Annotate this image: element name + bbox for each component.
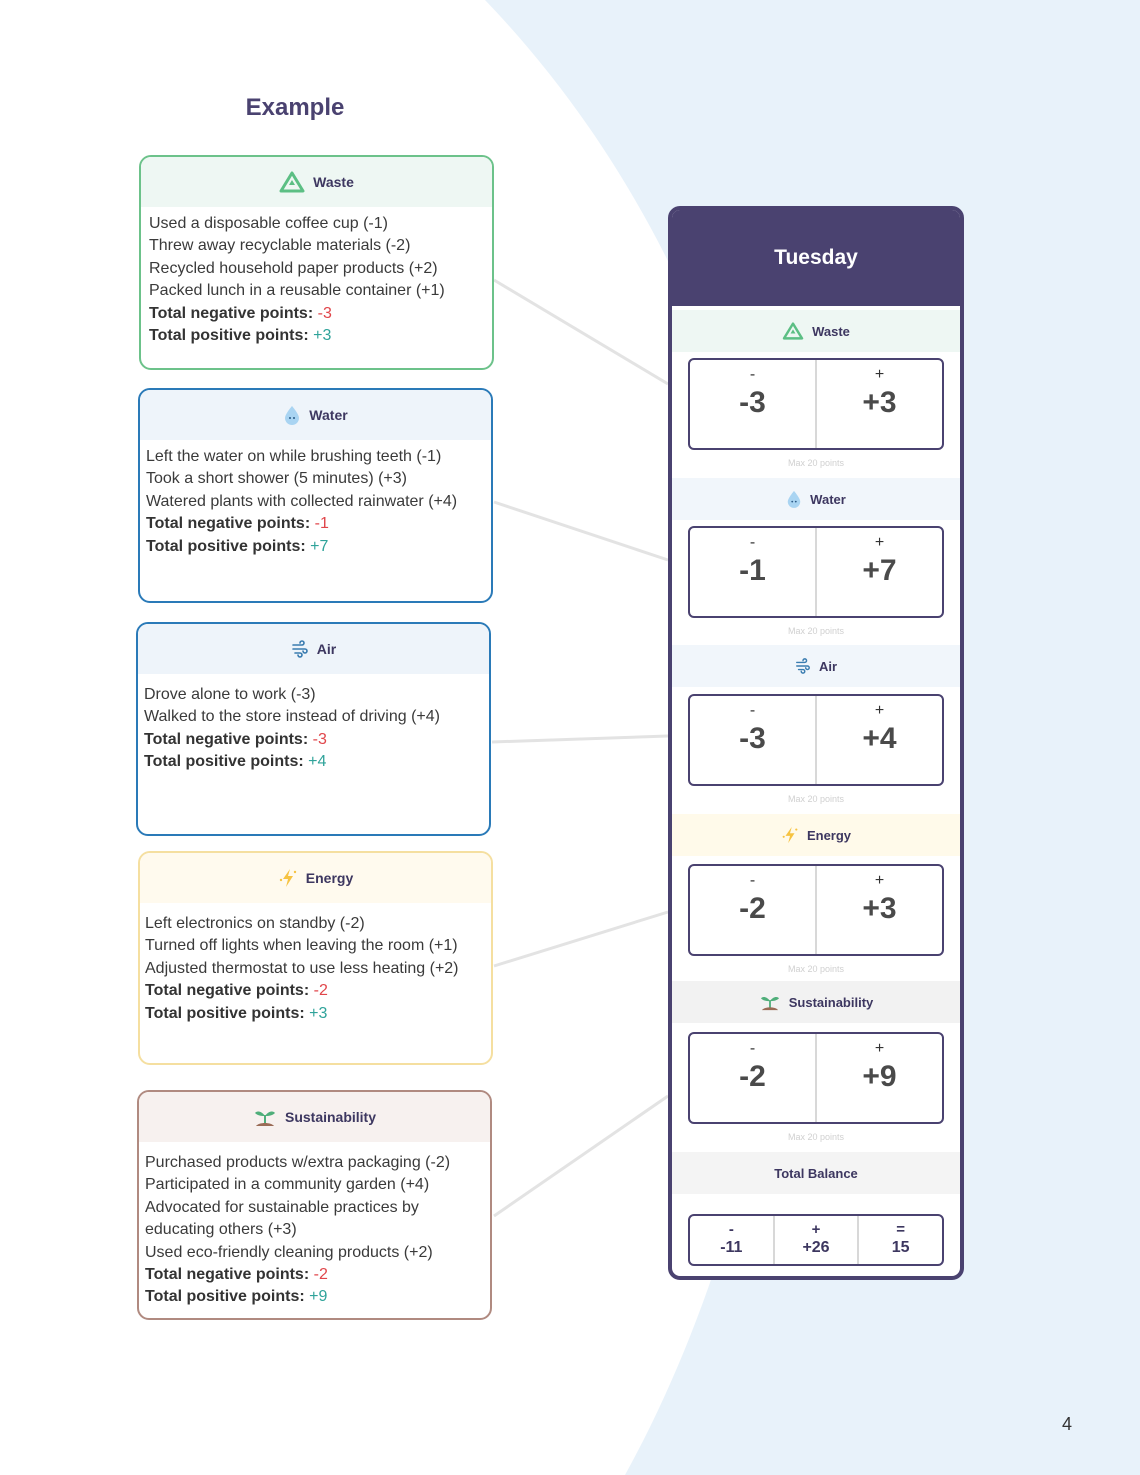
positive-score [815,866,942,954]
positive-score [815,1034,942,1122]
list-item: Adjusted thermostat to use less heating (+2) [145,959,459,977]
waste-card-header [141,157,492,207]
connector-water [494,502,668,560]
total-positive-label: Total positive points: [146,537,306,555]
minus-sign: - [749,366,756,383]
total-positive-label: Total positive points: [145,1004,305,1022]
sustainability-card-title: Sustainability [284,1109,377,1125]
page-title: Example [245,94,345,121]
total-balance-value: 15 [891,1239,910,1256]
positive-score [815,528,942,616]
plus-sign: + [874,1040,885,1057]
total-negative-label: Total negative points: [144,730,309,748]
water-drop-icon [283,405,301,425]
negative-score [690,528,815,616]
air-card [136,622,491,836]
energy-score-box [688,864,944,956]
minus-sign: - [749,1040,756,1057]
list-item: Took a short shower (5 minutes) (+3) [146,470,407,488]
wind-icon [795,658,811,674]
plus-sign: + [874,702,885,719]
negative-score-value: -3 [739,722,766,755]
total-positive-row [144,751,481,773]
minus-sign: - [749,872,756,889]
air-card-header [138,624,489,674]
sustainability-score-box [688,1032,944,1124]
negative-score-value: -3 [739,386,766,419]
connector-energy [494,912,668,966]
total-positive-label: Total positive points: [149,327,309,345]
total-positive-row [146,536,483,558]
total-balance-box [688,1214,944,1266]
water-drop-icon [786,490,802,508]
plus-sign: + [874,534,885,551]
panel-section-label: Water [810,491,846,507]
plus-sign: + [811,1221,821,1238]
total-negative [690,1216,773,1264]
list-item: Packed lunch in a reusable container (+1) [149,282,445,300]
panel-section-waste [672,310,960,352]
waste-card-body [141,207,492,347]
positive-score [815,360,942,448]
total-positive-row [149,325,484,347]
positive-score [815,696,942,784]
plus-sign: + [874,366,885,383]
water-card-header [140,390,491,440]
connector-waste [494,280,668,384]
day-score-panel [668,206,964,1280]
water-card [138,388,493,603]
water-card-title: Water [309,407,348,423]
equals-sign: = [896,1221,906,1238]
energy-card-header [140,853,491,903]
list-item: Purchased products w/extra packaging (-2) [145,1154,451,1171]
max-points-note: Max 20 points [787,626,845,636]
wind-icon [291,640,309,658]
total-negative-label: Total negative points: [146,515,311,533]
total-positive-label: Total positive points: [145,1288,305,1306]
total-negative-value: -2 [313,1266,328,1284]
list-item: Left electronics on standby (-2) [145,915,365,932]
energy-card-title: Energy [305,870,354,886]
negative-score-value: -2 [739,892,766,925]
waste-card [139,155,494,370]
max-points-note: Max 20 points [787,1132,845,1142]
total-balance [857,1216,942,1264]
minus-sign: - [749,534,756,551]
total-negative-value: -2 [313,982,328,1000]
total-positive [773,1216,858,1264]
panel-section-sustainability [672,981,960,1023]
recycle-icon [782,322,804,340]
air-card-title: Air [316,641,337,657]
total-negative-row [145,980,483,1002]
list-item: Drove alone to work (-3) [144,686,316,703]
panel-section-air [672,645,960,687]
sustainability-card-body [139,1142,490,1309]
panel-section-label: Sustainability [788,994,874,1010]
negative-score [690,866,815,954]
total-balance-label: Total Balance [774,1165,858,1181]
total-negative-label: Total negative points: [145,982,310,1000]
lightning-icon [781,826,799,844]
negative-score-value: -1 [739,554,766,587]
sprout-icon [759,993,781,1011]
list-item: Watered plants with collected rainwater (+4) [146,492,458,510]
list-item: Threw away recyclable materials (-2) [149,237,411,255]
sustainability-card [137,1090,492,1320]
total-balance-header [672,1152,960,1194]
connector-sustainability [494,1096,668,1216]
max-points-note: Max 20 points [787,794,845,804]
list-item: Advocated for sustainable practices by educating others (+3) [145,1198,419,1239]
list-item: Participated in a community garden (+4) [145,1176,430,1194]
sprout-icon [253,1107,277,1127]
energy-card-body [140,903,491,1025]
total-positive-value: +3 [313,327,332,345]
list-item: Used eco-friendly cleaning products (+2) [145,1243,433,1261]
list-item: Used a disposable coffee cup (-1) [149,215,388,232]
air-card-body [138,674,489,774]
minus-sign: - [728,1221,734,1238]
positive-score-value: +4 [862,722,897,755]
list-item: Turned off lights when leaving the room (+1) [145,937,458,955]
negative-score [690,1034,815,1122]
negative-score [690,696,815,784]
panel-section-label: Air [818,658,838,674]
recycle-icon [279,171,305,193]
positive-score-value: +3 [862,892,897,925]
total-negative-value: -3 [317,304,332,322]
list-item: Left the water on while brushing teeth (-1) [146,448,442,465]
water-card-body [140,440,491,558]
total-negative-label: Total negative points: [149,304,314,322]
panel-section-label: Waste [812,323,850,339]
total-positive-row [145,1286,482,1308]
connector-air [492,736,668,742]
total-positive-value: +26 [802,1239,830,1256]
panel-section-energy [672,814,960,856]
air-score-box [688,694,944,786]
panel-section-water [672,478,960,520]
water-score-box [688,526,944,618]
positive-score-value: +3 [862,386,897,419]
total-negative-row [144,729,481,751]
positive-score-value: +7 [862,554,897,587]
list-item: Walked to the store instead of driving (+4) [144,708,440,726]
total-positive-value: +4 [308,753,327,771]
total-positive-label: Total positive points: [144,753,304,771]
sustainability-card-header [139,1092,490,1142]
negative-score-value: -2 [739,1060,766,1093]
total-negative-row [149,303,484,325]
max-points-note: Max 20 points [787,458,845,468]
waste-card-title: Waste [313,174,354,190]
energy-card [138,851,493,1065]
negative-score [690,360,815,448]
page-number: 4 [1062,1414,1073,1434]
total-positive-value: +9 [309,1288,328,1306]
waste-score-box [688,358,944,450]
list-item: Recycled household paper products (+2) [149,259,438,277]
total-negative-row [146,513,483,535]
lightning-icon [278,868,298,888]
max-points-note: Max 20 points [787,964,845,974]
positive-score-value: +9 [862,1060,897,1093]
total-negative-value: -11 [720,1239,743,1256]
total-negative-label: Total negative points: [145,1266,310,1284]
panel-day-title: Tuesday [672,210,960,306]
panel-section-label: Energy [806,827,852,843]
total-negative-value: -3 [312,730,327,748]
total-negative-row [145,1264,482,1286]
total-positive-value: +3 [309,1004,328,1022]
total-positive-value: +7 [310,537,329,555]
total-negative-value: -1 [314,515,329,533]
minus-sign: - [749,702,756,719]
plus-sign: + [874,872,885,889]
total-positive-row [145,1003,483,1025]
